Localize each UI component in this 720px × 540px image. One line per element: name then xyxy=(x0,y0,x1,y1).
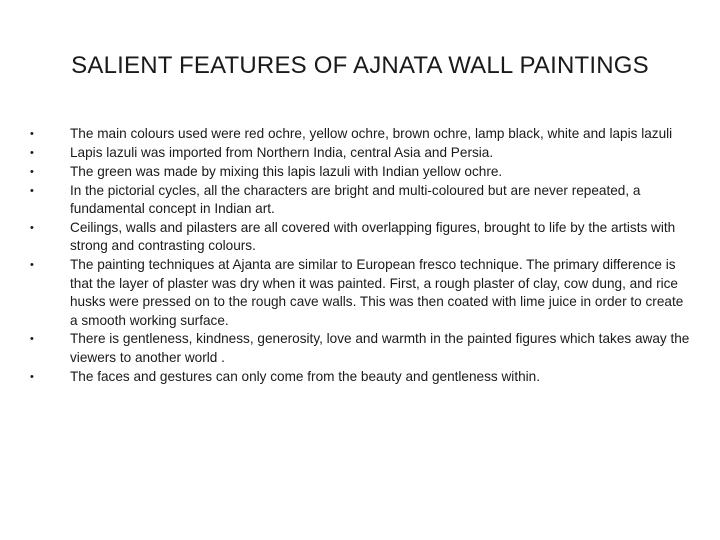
bullet-dot-icon: • xyxy=(30,128,34,140)
bullet-item xyxy=(30,125,690,143)
bullet-item xyxy=(30,144,690,162)
bullet-dot-icon: • xyxy=(30,370,34,383)
bullet-text: The faces and gestures can only come from the beauty and gentleness within. xyxy=(70,368,541,384)
bullet-text: Ceilings, walls and pilasters are all covered with overlapping figures, brought to life by the artists with strong and contrasting colours. xyxy=(70,220,676,254)
bullet-text: The main colours used were red ochre, yellow ochre, brown ochre, lamp black, white and lapis lazuli xyxy=(70,126,673,141)
bullet-dot-icon: • xyxy=(30,222,34,235)
bullet-item xyxy=(30,368,690,386)
bullet-list xyxy=(30,125,690,387)
bullet-dot-icon: • xyxy=(30,259,34,272)
slide-title: SALIENT FEATURES OF AJNATA WALL PAINTINGS xyxy=(71,52,649,79)
bullet-dot-icon: • xyxy=(30,146,34,159)
bullet-item xyxy=(30,219,690,256)
bullet-item xyxy=(30,163,690,181)
bullet-item xyxy=(30,256,690,330)
bullet-dot-icon: • xyxy=(30,165,34,178)
bullet-dot-icon: • xyxy=(30,184,34,197)
bullet-text: The painting techniques at Ajanta are similar to European fresco technique. The primary difference is that the layer of plaster was dry when it was painted. First, a rough plaster of clay, cow dung, and rice husks were pressed on to the rough cave walls. This was then coated with lime juice in order to create a smooth working surface. xyxy=(70,257,684,328)
bullet-item xyxy=(30,182,690,219)
bullet-text: In the pictorial cycles, all the characters are bright and multi-coloured but are never repeated, a fundamental concept in Indian art. xyxy=(70,182,641,217)
bullet-dot-icon: • xyxy=(30,333,34,346)
bullet-text: There is gentleness, kindness, generosity, love and warmth in the painted figures which takes away the viewers to another world . xyxy=(70,331,690,365)
bullet-text: Lapis lazuli was imported from Northern India, central Asia and Persia. xyxy=(70,144,494,160)
bullet-item xyxy=(30,330,690,367)
bullet-text: The green was made by mixing this lapis lazuli with Indian yellow ochre. xyxy=(70,163,503,179)
